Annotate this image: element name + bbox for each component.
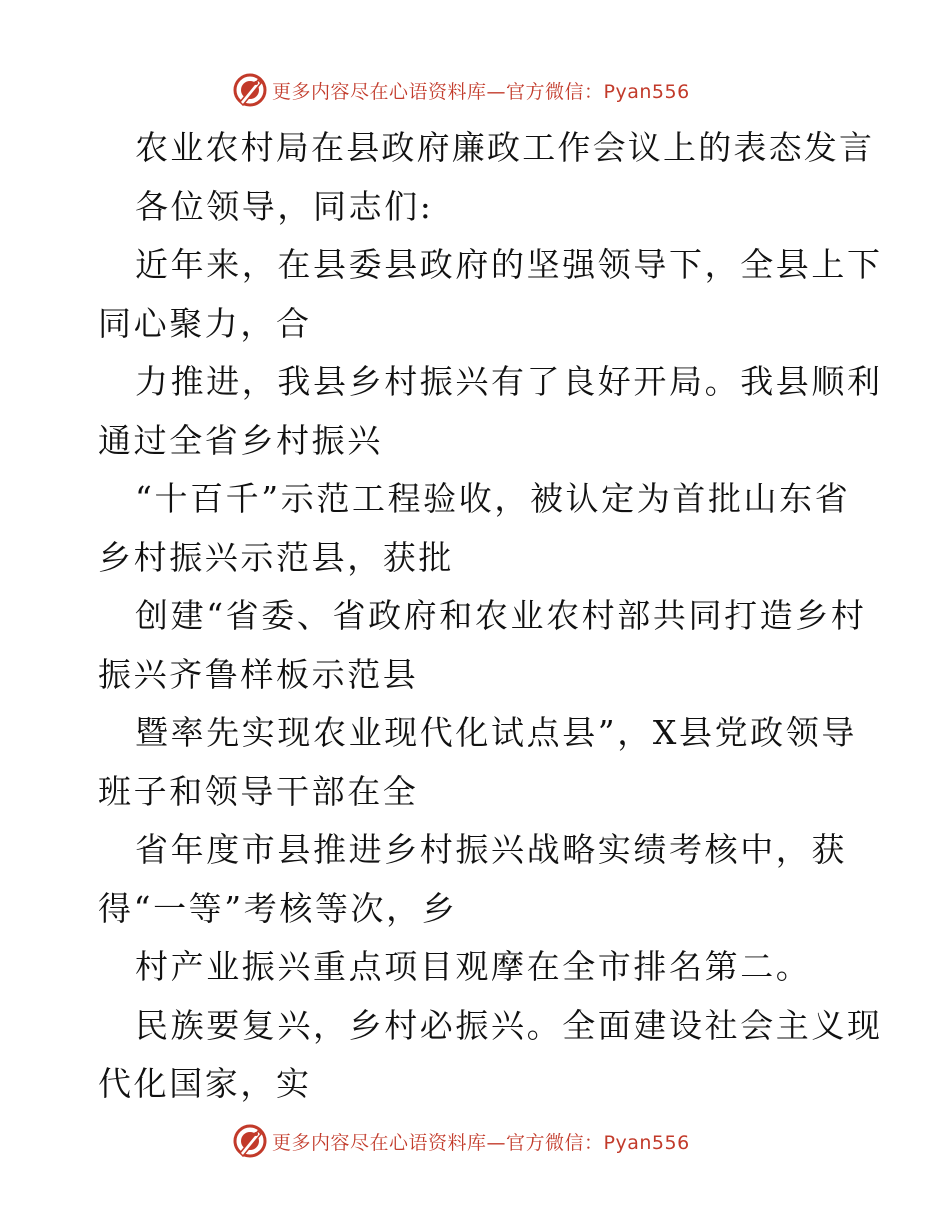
paragraph-line: 力推进，我县乡村振兴有了良好开局。我县顺利 <box>135 362 883 401</box>
paragraph-line: 创建“省委、省政府和农业农村部共同打造乡村 <box>135 596 867 635</box>
paragraph-line: 同心聚力，合 <box>98 303 312 343</box>
header-watermark-banner <box>232 70 690 110</box>
watermark-text: 更多内容尽在心语资料库—官方微信：Pyan556 <box>272 80 690 103</box>
paragraph-line: 省年度市县推进乡村振兴战略实绩考核中，获 <box>135 830 847 869</box>
paragraph-line: 班子和领导干部在全 <box>98 771 419 811</box>
paragraph-line: 通过全省乡村振兴 <box>98 420 383 460</box>
footer-watermark-banner <box>232 1121 690 1161</box>
pen-seal-icon <box>232 72 268 108</box>
paragraph-line: 暨率先实现农业现代化试点县”，X县党政领导 <box>135 713 857 752</box>
document-body <box>98 119 883 1114</box>
paragraph-line: 近年来，在县委县政府的坚强领导下，全县上下 <box>135 245 883 284</box>
watermark-text: 更多内容尽在心语资料库—官方微信：Pyan556 <box>272 1131 690 1154</box>
paragraph-line: 得“一等”考核等次，乡 <box>98 888 458 928</box>
document-title: 农业农村局在县政府廉政工作会议上的表态发言 <box>135 128 875 167</box>
pen-seal-icon <box>232 1123 268 1159</box>
paragraph-line: 振兴齐鲁样板示范县 <box>98 654 419 694</box>
paragraph-line: 村产业振兴重点项目观摩在全市排名第二。 <box>135 947 812 986</box>
paragraph-line: 代化国家，实 <box>98 1064 312 1103</box>
paragraph-line: “十百千”示范工程验收，被认定为首批山东省 <box>135 479 851 518</box>
salutation: 各位领导，同志们: <box>135 186 434 226</box>
paragraph-line: 乡村振兴示范县，获批 <box>98 537 454 577</box>
paragraph-line: 民族要复兴，乡村必振兴。全面建设社会主义现 <box>135 1005 883 1045</box>
